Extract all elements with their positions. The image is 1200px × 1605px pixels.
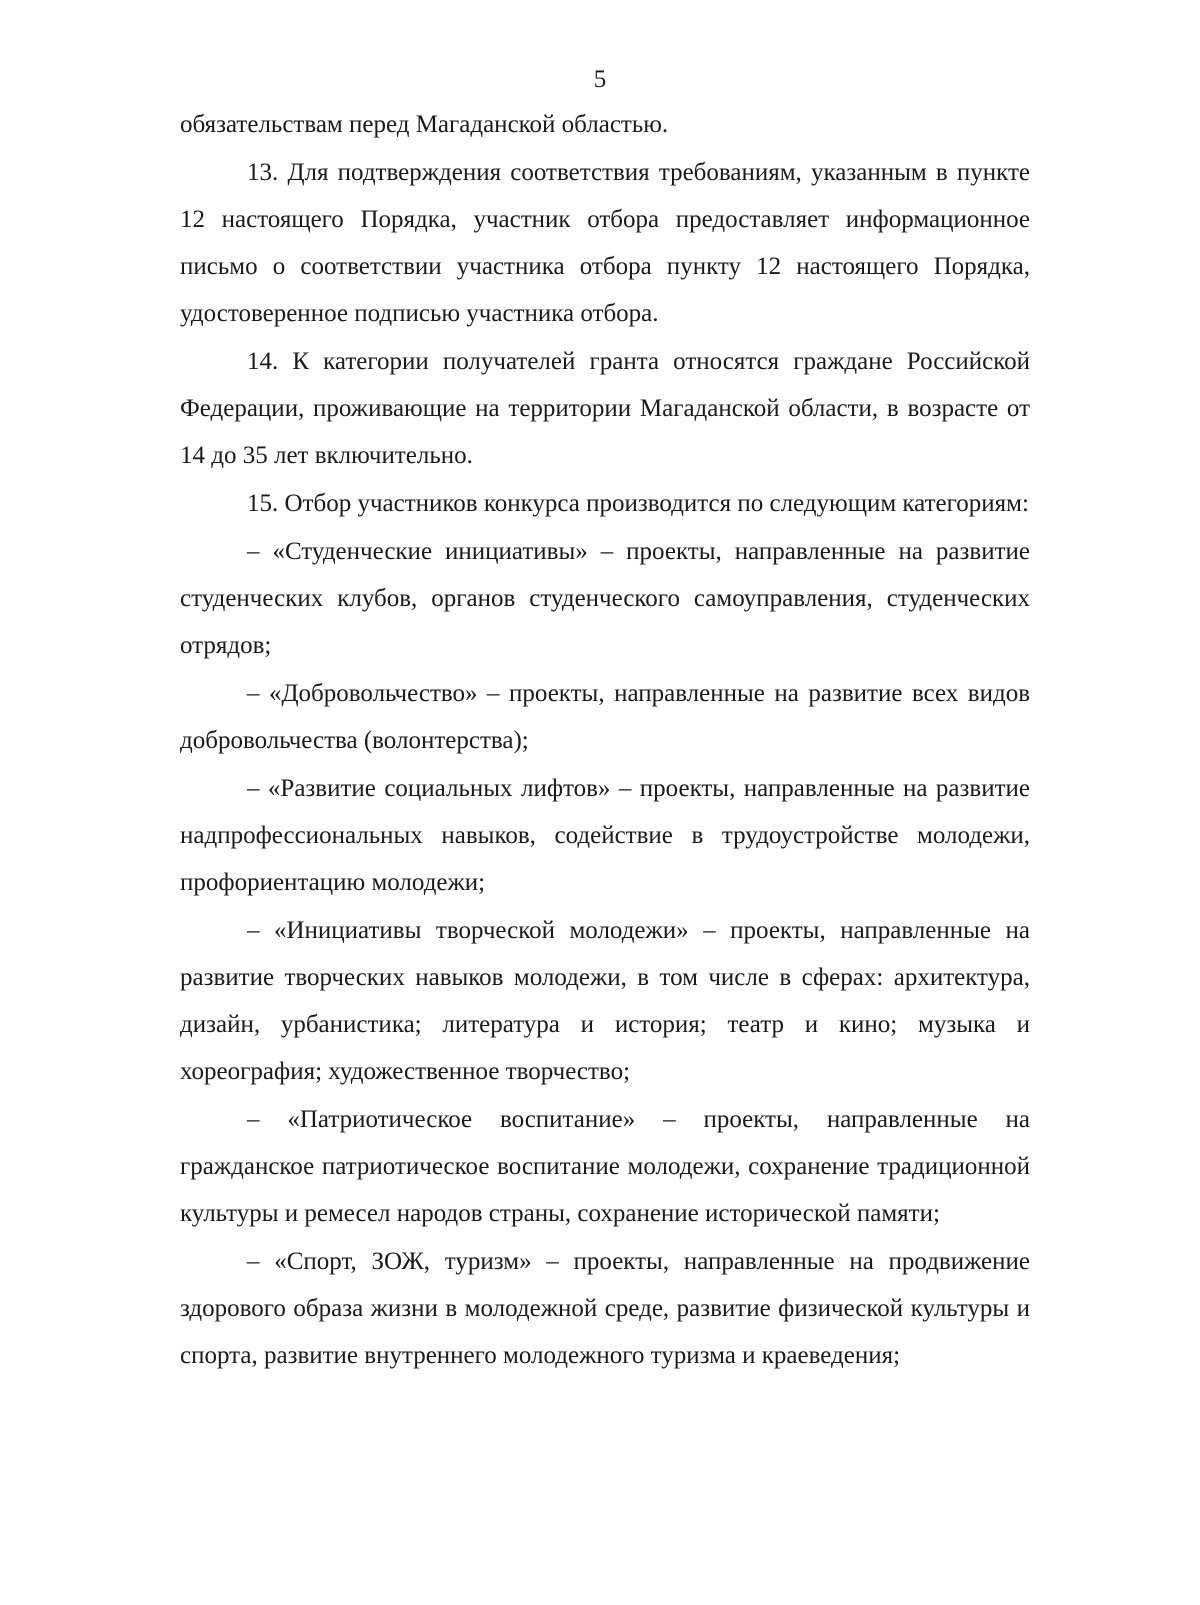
- list-item-sport-tourism: – «Спорт, ЗОЖ, туризм» – проекты, направленные на продвижение здорового образа жизни в молодежной среде, развитие физической культуры и спорта, развитие внутреннего молодежного туризма и краеведения;: [180, 1248, 1030, 1369]
- list-item-creative-youth: – «Инициативы творческой молодежи» – проекты, направленные на развитие творческих навыков молодежи, в том числе в сферах: архитектура, дизайн, урбанистика; литература и история; театр и кино; музыка и хореография; художественное творчество;: [180, 917, 1030, 1085]
- list-item-volunteering: – «Добровольчество» – проекты, направленные на развитие всех видов добровольчества (волонтерства);: [180, 680, 1030, 754]
- page-number: 5: [593, 66, 607, 93]
- paragraph-item-13: 13. Для подтверждения соответствия требованиям, указанным в пункте 12 настоящего Порядка, участник отбора предоставляет информационное письмо о соответствии участника отбора пункту 12 настоящего Порядка, удостоверенное подписью участника отбора.: [180, 159, 1030, 327]
- paragraph-item-15: 15. Отбор участников конкурса производится по следующим категориям:: [247, 490, 1029, 517]
- document-body: [180, 101, 1030, 1379]
- list-item-student-initiatives: – «Студенческие инициативы» – проекты, направленные на развитие студенческих клубов, органов студенческого самоуправления, студенческих отрядов;: [180, 538, 1030, 659]
- list-item-social-lifts: – «Развитие социальных лифтов» – проекты, направленные на развитие надпрофессиональных навыков, содействие в трудоустройстве молодежи, профориентацию молодежи;: [180, 775, 1030, 896]
- list-item-patriotic-education: – «Патриотическое воспитание» – проекты, направленные на гражданское патриотическое воспитание молодежи, сохранение традиционной культуры и ремесел народов страны, сохранение исторической памяти;: [180, 1106, 1030, 1227]
- paragraph-item-14: 14. К категории получателей гранта относятся граждане Российской Федерации, проживающие на территории Магаданской области, в возрасте от 14 до 35 лет включительно.: [180, 348, 1030, 469]
- paragraph-continuation: обязательствам перед Магаданской областью.: [180, 111, 669, 138]
